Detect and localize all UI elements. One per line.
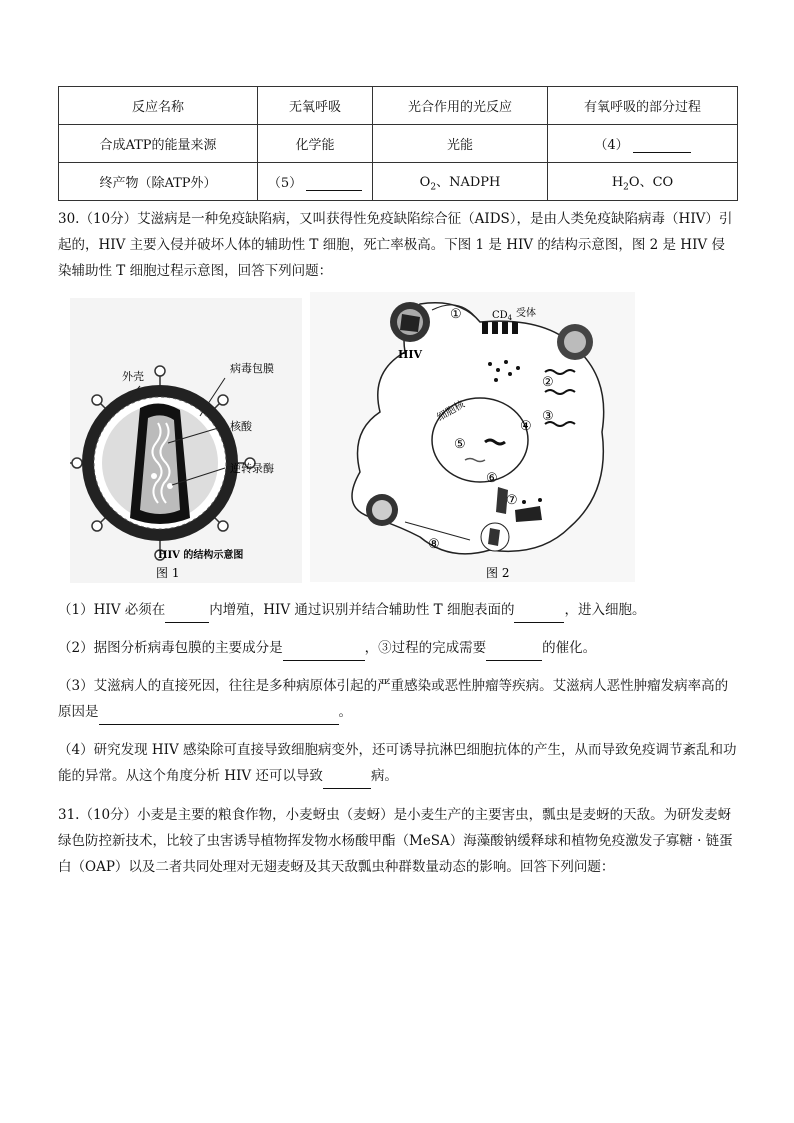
budding-virion-bottom [481,523,509,551]
energy-table [58,86,738,201]
table-header-row [59,87,738,125]
step-2: ② [542,375,554,390]
step-7: ⑦ [506,493,518,508]
answer-blank-q4[interactable] [323,774,371,789]
figure-1-inner-caption: HIV 的结构示意图 [158,550,244,561]
cell-light: 光能 [373,125,548,163]
label-receptor: 受体 [516,308,536,319]
reverse-transcriptase [167,483,173,489]
label-nucleus: 细胞核 [435,399,467,424]
step-3: ③ [542,409,554,424]
h2o-subscript: 2 [623,182,629,193]
answer-blank-5[interactable] [306,176,362,191]
budding-virion-top [557,324,593,360]
figure-2-caption: 图 2 [486,566,510,580]
answer-blank-q2-2[interactable] [486,646,542,661]
q1-text-c: ，进入细胞。 [564,602,646,618]
o2-subscript: 2 [430,182,437,193]
q1-text-a: （1）HIV 必须在 [58,602,166,618]
label-hiv: HIV [398,348,423,361]
label-envelope: 病毒包膜 [230,362,274,375]
row-label-product: 终产物（除ATP外） [59,163,258,201]
q4-text-a: （4）研究发现 HIV 感染除可直接导致细胞病变外，还可诱导抗淋巴细胞抗体的产生，从而导致免疫调节紊乱和功能的异常。从这个角度分析 HIV 还可以导致 [58,742,737,784]
answer-blank-q1-2[interactable] [514,608,564,623]
answer-blank-q3[interactable] [99,710,339,725]
header-aerobic: 有氧呼吸的部分过程 [548,87,738,125]
reverse-transcriptase [151,473,157,479]
q1-text-b: 内增殖，HIV 通过识别并结合辅助性 T 细胞表面的 [209,602,515,618]
hiv-virion-attaching [390,302,430,342]
table-row [59,163,738,201]
q2-text-b: ，③过程的完成需要 [364,640,487,656]
step-6: ⑥ [486,471,498,486]
q3-text-a: （3）艾滋病人的直接死因，往往是多种病原体引起的严重感染或恶性肿瘤等疾病。艾滋病人恶性肿瘤发病率高的原因是 [58,678,729,720]
row-label-energy: 合成ATP的能量来源 [59,125,258,163]
q3-text-b: 。 [338,704,352,720]
q2-text-c: 的催化。 [542,640,597,656]
q30-part4 [58,737,738,789]
label-shell: 外壳 [122,370,144,383]
label-reverse-transcriptase: 逆转录酶 [230,462,274,475]
header-reaction-name: 反应名称 [59,87,258,125]
cell-o2-nadph [373,163,548,201]
nadph-text: 、NADPH [436,174,501,190]
o2-text: O [419,174,431,190]
figure-1-hiv-structure [70,298,302,583]
q31-text: 31.（10分）小麦是主要的粮食作物，小麦蚜虫（麦蚜）是小麦生产的主要害虫，瓢虫是麦蚜的天敌。为研发麦蚜绿色防控新技术，比较了虫害诱导植物挥发物水杨酸甲酯（MeSA）海藻酸钠缓释球和植物免疫激发子寡糖 · 链蛋白（OAP）以及二者共同处理对无翅麦蚜及其天敌瓢虫种群数量动态的影响。回答下列问题： [58,807,733,875]
cell-blank-5 [258,163,373,201]
h2o-co-text: O、CO [628,174,674,190]
step-4: ④ [520,419,532,434]
answer-blank-q1-1[interactable] [165,608,209,623]
header-anaerobic: 无氧呼吸 [258,87,373,125]
q4-text-b: 病。 [370,768,398,784]
q30-part2 [58,635,738,661]
h2o-h: H [611,174,624,190]
cell-chemical: 化学能 [258,125,373,163]
released-hiv [366,494,398,526]
table-row [59,125,738,163]
answer-blank-4[interactable] [633,138,691,153]
figure-2-hiv-infection [310,292,635,582]
answer-blank-q2-1[interactable] [283,646,365,661]
q30-intro: 30.（10分）艾滋病是一种免疫缺陷病，又叫获得性免疫缺陷综合征（AIDS），是由人类免疫缺陷病毒（HIV）引起的，HIV 主要入侵并破坏人体的辅助性 T 细胞，死亡率极高。下图 1 是 HIV 的结构示意图，图 2 是 HIV 侵染辅助性 T 细胞过程示意图，回答下列问题： [58,211,733,279]
cell-blank-4 [548,125,738,163]
q2-text-a: （2）据图分析病毒包膜的主要成分是 [58,640,283,656]
blank-number-5: （5） [267,176,303,191]
header-light-reaction: 光合作用的光反应 [373,87,548,125]
q30-part1 [58,597,738,623]
blank-number-4: （4） [594,138,629,153]
step-8: ⑧ [428,537,440,552]
figure-1-caption: 图 1 [156,566,180,580]
label-cd4: $CD_4$ [492,310,513,322]
step-1: ① [450,307,462,322]
label-nucleic-acid: 核酸 [230,420,252,433]
q30-part3 [58,673,738,725]
cell-h2o-co [548,163,738,201]
step-5: ⑤ [454,437,466,452]
